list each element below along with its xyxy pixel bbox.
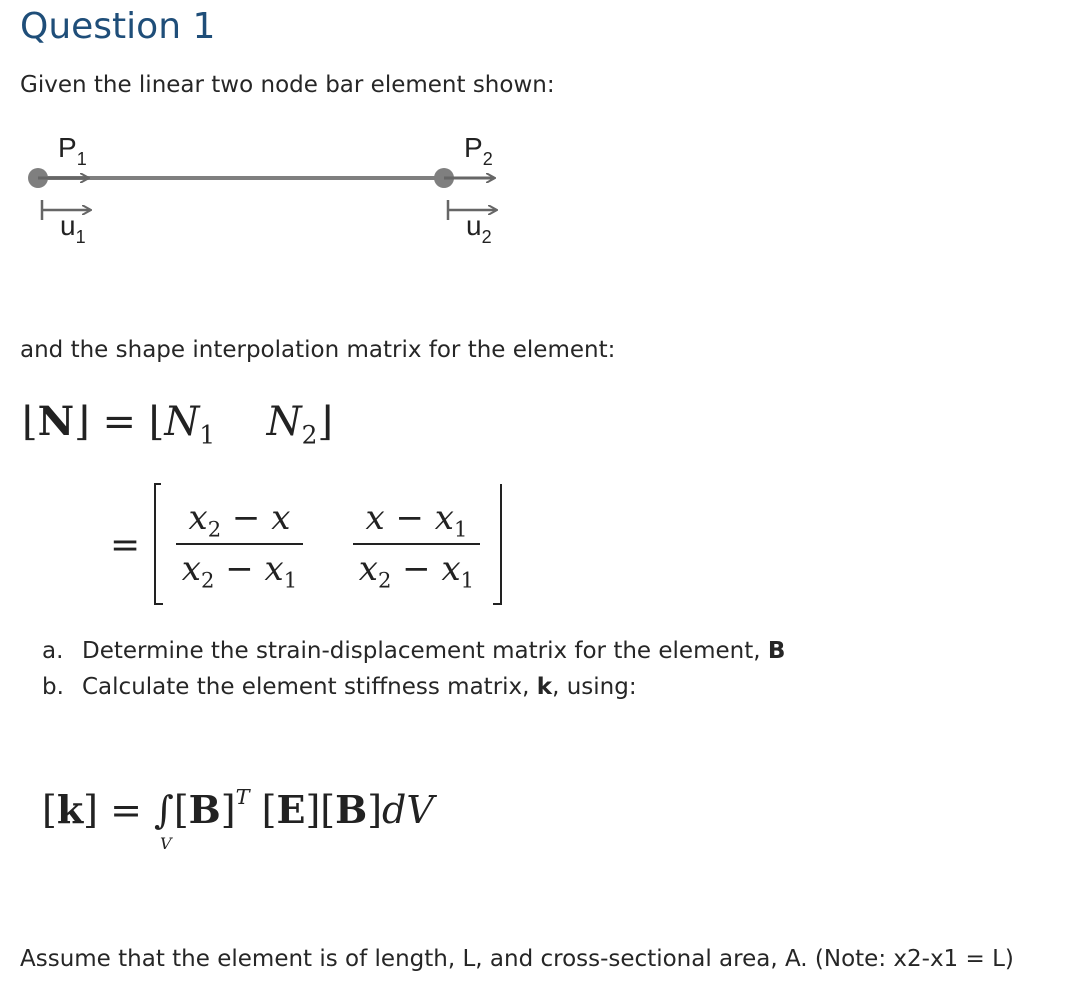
floor-right-bracket-2: ⌋: [317, 399, 333, 445]
list-marker-a: a.: [42, 638, 64, 664]
label-p1: $P_1$: [58, 132, 87, 169]
fraction-n2: $\frac{x - x_1}{x_2 - x_1}$: [353, 498, 480, 593]
assumption-text: Assume that the element is of length, L, and cross-sectional area, A. (Note: x2-x1 = L): [20, 946, 1014, 972]
list-item-a: a. Determine the strain-displacement matrix for the element, B: [42, 638, 786, 664]
floor-left-bracket: ⌊: [22, 399, 38, 445]
label-u1: $u_1$: [60, 210, 86, 247]
left-floor-bracket-big: [151, 480, 165, 610]
equation-n-row2: [110, 480, 505, 610]
list-marker-b: b.: [42, 674, 64, 700]
integral-sign: ∫ V: [154, 787, 174, 853]
list-item-b: b. Calculate the element stiffness matrix, k, using:: [42, 674, 637, 700]
shape-intro-text: and the shape interpolation matrix for the element:: [20, 337, 616, 363]
equals-sign: =: [102, 399, 149, 445]
label-u2: $u_2$: [466, 210, 492, 247]
label-p2: $P_2$: [464, 132, 493, 169]
right-floor-bracket-big: [491, 480, 505, 610]
equation-n-row1: ⌊N⌋ = $⌊N_1$ $N_2⌋$: [22, 398, 333, 450]
intro-text: Given the linear two node bar element shown:: [20, 72, 555, 98]
equation-k: [k] = ∫ V $[B]^T$ [E][B]dV: [42, 785, 434, 853]
fraction-n1: $\frac{x_2 - x}{x_2 - x_1}$: [176, 498, 303, 593]
floor-right-bracket: ⌋: [74, 399, 90, 445]
matrix-n-symbol: N: [37, 398, 75, 445]
bar-element-figure: [20, 130, 540, 270]
bar-element-diagram: [20, 130, 540, 270]
floor-left-bracket-2: ⌊: [148, 399, 165, 445]
question-title: Question 1: [20, 6, 216, 47]
equals-sign-2: =: [110, 524, 141, 566]
